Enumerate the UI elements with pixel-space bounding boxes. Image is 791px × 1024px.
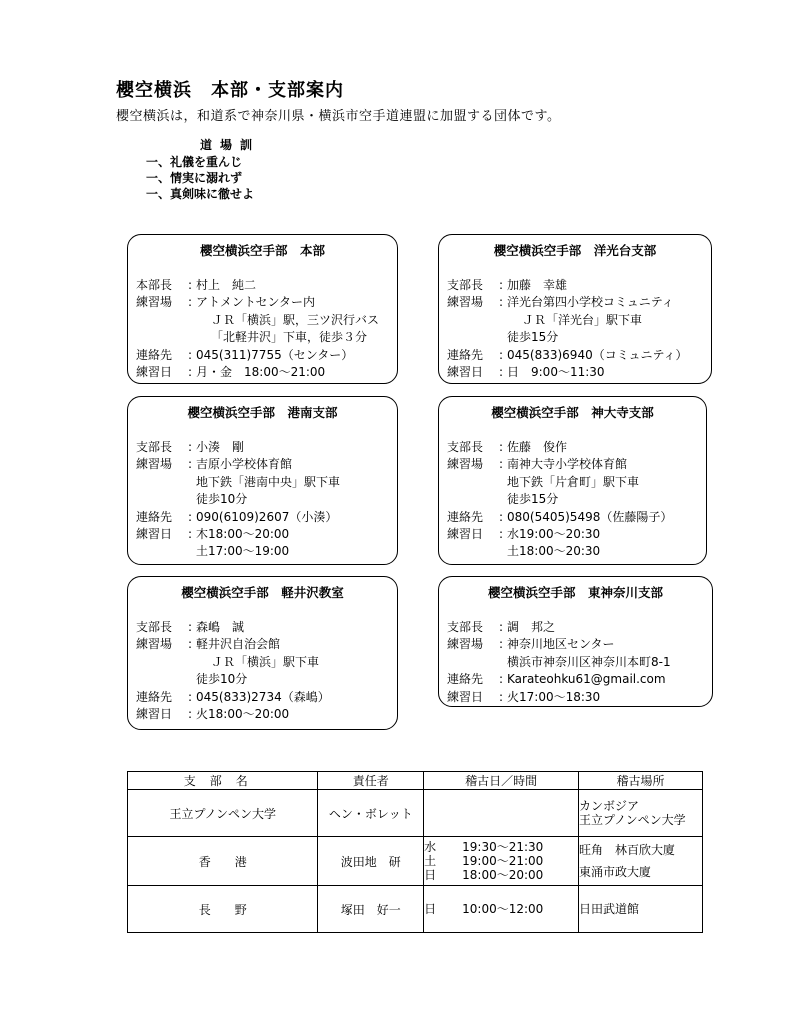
table-header: 稽古日／時間 [424,772,579,790]
head-value: 森嶋 誠 [196,620,245,634]
contact-label: 連絡先 [447,672,484,687]
branch-name: 櫻空横浜空手部 本部 [199,243,325,258]
place-line: 徒歩10分 [196,672,248,687]
place-line: 東涌市政大廈 [579,865,652,879]
branch-name: 櫻空横浜空手部 洋光台支部 [493,243,657,258]
table-cell-branch: 王立プノンペン大学 [128,790,318,837]
branch-name: 櫻空横浜空手部 港南支部 [187,405,338,420]
place-label: 練習場 [136,637,173,652]
schedule-day: 水 [424,840,437,854]
days-value: 日 9:00～11:30 [507,365,605,380]
place-value: 神奈川地区センター [507,637,615,652]
contact-label: 連絡先 [447,509,484,524]
branch-card-honbu: 櫻空横浜空手部 本部 本部長 : 村上 純二 練習場 : アトメントセンター内 ＪＲ「横浜」駅，三ツ沢行バス 「北軽井沢」下車，徒歩３分 連絡先 : 045(311)7755（センター） 練習日 : 月・金 18:00～21:00 [127,234,398,384]
place-value: アトメントセンター内 [196,295,316,310]
table-cell-branch: 長 野 [128,886,318,933]
table-cell-schedule [424,790,579,837]
head-value: 村上 純二 [196,278,257,292]
head-label: 支部長 [447,440,484,454]
table-row [128,790,703,837]
branch-name: 櫻空横浜空手部 軽井沢教室 [181,585,344,600]
contact-value: 090(6109)2607（小湊） [196,509,338,524]
head-value: 小湊 剛 [196,440,245,454]
head-label: 支部長 [447,620,484,634]
table-cell-leader: 塚田 好一 [318,886,424,933]
table-cell-place [579,790,703,837]
days-label: 練習日 [447,689,484,704]
place-value: 南神大寺小学校体育館 [507,457,628,472]
schedule-time: 19:00～21:00 [462,854,544,868]
place-label: 練習場 [136,295,173,310]
head-label: 支部長 [136,620,173,634]
head-label: 支部長 [447,278,484,292]
days-line: 土18:00～20:30 [507,544,601,559]
place-value: 洋光台第四小学校コミュニティ [507,295,674,310]
branch-card-karuizawa: 櫻空横浜空手部 軽井沢教室 支部長 : 森嶋 誠 練習場 : 軽井沢自治会館 ＪＲ「横浜」駅下車 徒歩10分 連絡先 : 045(833)2734（森嶋） 練習日 : 火18:00～20:00 [127,576,398,730]
days-line: 土17:00～19:00 [196,544,290,559]
place-line: 徒歩15分 [507,330,559,345]
table-header: 稽古場所 [579,772,703,790]
branch-table [127,771,703,933]
head-value: 調 邦之 [507,620,556,634]
branch-card-higashikanagawa: 櫻空横浜空手部 東神奈川支部 支部長 : 調 邦之 練習場 : 神奈川地区センター 横浜市神奈川区神奈川本町8-1 連絡先 : Karateohku61@gmail.com 練習日 : 火17:00～18:30 [438,576,713,707]
contact-value: 045(833)6940（コミュニティ） [507,347,688,362]
place-line: 徒歩10分 [196,492,248,507]
days-label: 練習日 [136,707,173,722]
table-cell-place [579,837,703,886]
place-line: 横浜市神奈川区神奈川本町8-1 [507,654,671,669]
table-cell-leader: 波田地 研 [318,837,424,886]
days-label: 練習日 [447,527,484,542]
motto-line: 一、真剣味に徹せよ [146,187,255,201]
contact-value: 080(5405)5498（佐藤陽子） [507,509,673,524]
head-label: 本部長 [136,278,173,292]
table-cell-place [579,886,703,933]
table-cell-leader: ヘン・ボレット [318,790,424,837]
contact-label: 連絡先 [136,689,173,704]
contact-label: 連絡先 [136,509,173,524]
place-label: 練習場 [447,637,484,652]
contact-label: 連絡先 [447,347,484,362]
schedule-time: 19:30～21:30 [462,840,544,854]
place-line: 地下鉄「港南中央」駅下車 [196,474,341,489]
place-label: 練習場 [447,295,484,310]
head-value: 佐藤 俊作 [507,440,568,454]
schedule-day: 日 [424,868,437,882]
branch-name: 櫻空横浜空手部 東神奈川支部 [487,585,663,600]
schedule-time: 10:00～12:00 [462,902,544,916]
place-line: ＪＲ「洋光台」駅下車 [522,312,643,327]
intro-text: 櫻空横浜は，和道系で神奈川県・横浜市空手道連盟に加盟する団体です。 [116,109,561,124]
branch-name: 櫻空横浜空手部 神大寺支部 [491,405,654,420]
motto-line: 一、情実に溺れず [146,171,243,185]
motto-heading: 道場訓 [200,138,261,152]
place-line: カンボジア [579,799,640,813]
table-header: 支部名 [128,772,318,790]
table-row [128,837,703,886]
days-value: 火18:00～20:00 [196,707,290,722]
days-value: 火17:00～18:30 [507,689,601,704]
place-line: 徒歩15分 [507,492,559,507]
days-value: 木18:00～20:00 [196,527,290,542]
days-value: 月・金 18:00～21:00 [196,365,326,380]
schedule-day: 日 [424,902,437,916]
branch-card-kandaiji: 櫻空横浜空手部 神大寺支部 支部長 : 佐藤 俊作 練習場 : 南神大寺小学校体育館 地下鉄「片倉町」駅下車 徒歩15分 連絡先 : 080(5405)5498（佐藤陽子） 練習日 : 水19:00～20:30 土18:00～20:30 [438,396,707,565]
page-title: 櫻空横浜 本部・支部案内 [116,80,344,101]
table-cell-schedule [424,886,579,933]
schedule-time: 18:00～20:00 [462,868,544,882]
contact-value: 045(833)2734（森嶋） [196,689,330,704]
contact-value: 045(311)7755（センター） [196,347,354,362]
place-label: 練習場 [447,457,484,472]
table-cell-schedule [424,837,579,886]
days-label: 練習日 [136,527,173,542]
days-label: 練習日 [136,365,173,380]
place-line: 日田武道館 [579,902,640,916]
place-line: 王立プノンペン大学 [579,813,686,827]
place-line: ＪＲ「横浜」駅，三ツ沢行バス [211,312,380,327]
days-value: 水19:00～20:30 [507,527,601,542]
head-value: 加藤 幸雄 [507,278,568,292]
head-label: 支部長 [136,440,173,454]
contact-value: Karateohku61@gmail.com [507,672,666,687]
table-header: 責任者 [318,772,424,790]
table-row [128,886,703,933]
place-line: 「北軽井沢」下車，徒歩３分 [211,330,368,345]
branch-card-konan: 櫻空横浜空手部 港南支部 支部長 : 小湊 剛 練習場 : 吉原小学校体育館 地下鉄「港南中央」駅下車 徒歩10分 連絡先 : 090(6109)2607（小湊） 練習日 : 木18:00～20:00 土17:00～19:00 [127,396,398,565]
days-label: 練習日 [447,365,484,380]
schedule-day: 土 [424,854,437,868]
branch-card-yokodai: 櫻空横浜空手部 洋光台支部 支部長 : 加藤 幸雄 練習場 : 洋光台第四小学校コミュニティ ＪＲ「洋光台」駅下車 徒歩15分 連絡先 : 045(833)6940（コミュニティ） 練習日 : 日 9:00～11:30 [438,234,712,384]
place-line: ＪＲ「横浜」駅下車 [211,654,320,669]
table-header-row [128,772,703,790]
place-line: 地下鉄「片倉町」駅下車 [507,474,640,489]
motto-line: 一、礼儀を重んじ [146,155,243,169]
place-label: 練習場 [136,457,173,472]
place-value: 吉原小学校体育館 [196,457,293,472]
contact-label: 連絡先 [136,347,173,362]
place-value: 軽井沢自治会館 [196,637,281,652]
table-cell-branch: 香 港 [128,837,318,886]
place-line: 旺角 林百欣大廈 [579,843,676,857]
